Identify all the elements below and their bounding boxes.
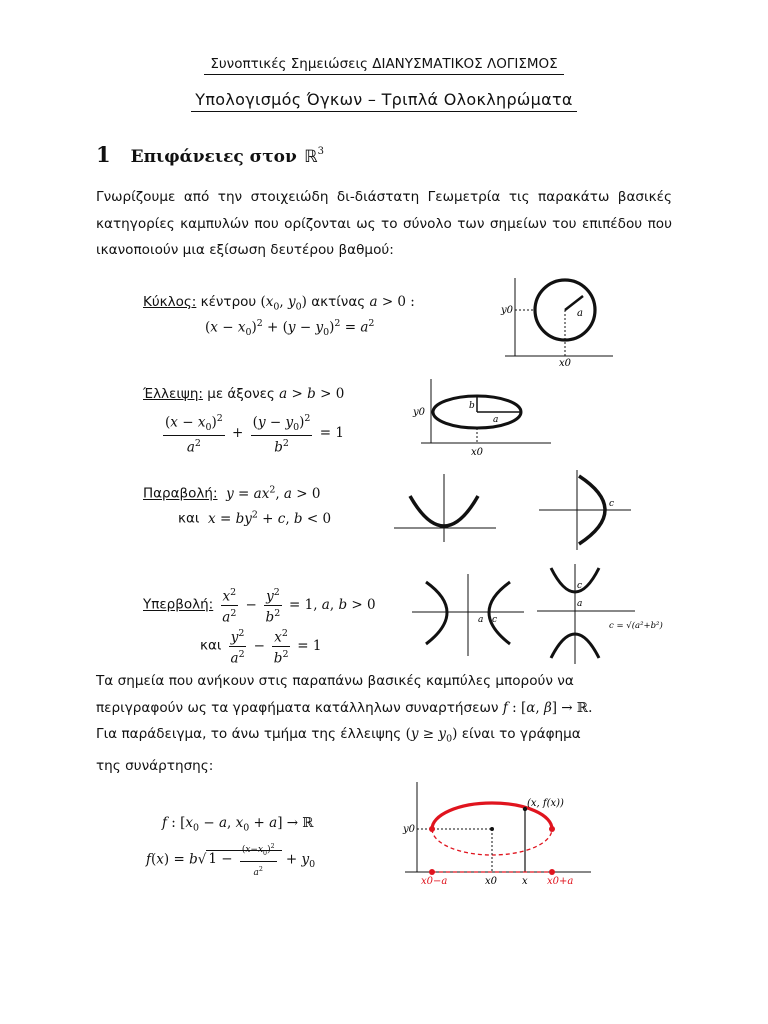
- function-domain: f : [$x_0 - a$, $x_0 + a$] → ℝ: [162, 815, 314, 834]
- section-heading: [96, 142, 324, 167]
- ellipse-label: Έλλειψη:: [143, 386, 203, 402]
- intro-paragraph: Γνωρίζουμε από την στοιχειώδη δι-διάστατη Γεωμετρία τις παρακάτω βασικές κατηγορίες καμπυλών που ορίζονται ως το σύνολο των σημείων του επιπέδου που ικανοποιούν μια εξίσωση δευτέρου βαθμού:: [96, 189, 672, 258]
- hyperbola-horizontal-figure: [408, 570, 528, 660]
- circle-radius-word: ακτίνας: [311, 294, 366, 310]
- ellipse-x0-label: x0: [471, 447, 484, 458]
- ellipse-definition: Έλλειψη: με άξονες a > b > 0: [143, 386, 345, 402]
- hyperbola-definition: Υπερβολή: $\frac{x^2}{a^2}$ − $\frac{y^2}{b^2}$ = 1, a, b > 0: [143, 587, 376, 625]
- circle-label: Κύκλος:: [143, 294, 197, 310]
- running-header: [0, 56, 768, 72]
- parabola-up-figure: [392, 470, 502, 550]
- parabola-left-figure: [535, 468, 635, 558]
- ellipse-b-label: b: [469, 401, 475, 411]
- para2-line2: περιγραφούν ως τα γραφήματα κατάλληλων συναρτήσεων f : [α, β] → ℝ.: [96, 699, 593, 716]
- function-formula: f(x) = b√ 1 − $\frac{(x-x_0)^2}{a^2}$ + $y_0$: [146, 839, 315, 881]
- hyperbola-label: Υπερβολή:: [143, 596, 214, 613]
- ellipse-a-label: a: [493, 415, 499, 425]
- ellipse-y0-label: y0: [413, 407, 426, 418]
- parabola-c-label: c: [609, 499, 615, 509]
- circle-x0-label: x0: [559, 358, 572, 369]
- circle-y0-label: y0: [501, 305, 514, 316]
- para2-line4: της συνάρτησης:: [96, 758, 214, 775]
- header-line2: Υπολογισμός Όγκων – Τριπλά Ολοκληρώματα: [191, 90, 576, 112]
- func-x0-plus-a: x0+a: [547, 876, 574, 887]
- func-point-label: (x, f(x)): [527, 798, 564, 809]
- parabola-second: και $x = by^2 + c$, b < 0: [178, 509, 332, 527]
- circle-definition: Κύκλος: κέντρου ($x_0$, $y_0$) ακτίνας a > 0 :: [143, 294, 415, 313]
- hyperbola-and: και: [200, 637, 222, 654]
- hyperbola-a-label: a: [478, 615, 484, 625]
- circle-desc: κέντρου: [200, 294, 257, 310]
- header-line1: Συνοπτικές Σημειώσεις ΔΙΑΝΥΣΜΑΤΙΚΟΣ ΛΟΓΙΣΜΟΣ: [204, 56, 563, 75]
- ellipse-desc: με άξονες: [207, 386, 275, 402]
- func-x0-minus-a: x0−a: [421, 876, 448, 887]
- ellipse-equation: $\frac{(x - x_0)^2}{a^2}$ + $\frac{(y - y_0)^2}{b^2}$ = 1: [165, 413, 344, 456]
- section-title: Επιφάνειες στον: [130, 147, 297, 167]
- parabola-and: και: [178, 510, 200, 527]
- parabola-label: Παραβολή:: [143, 485, 218, 502]
- hyperbola-c-formula: c = √(a²+b²): [609, 621, 663, 631]
- circle-a-label: a: [577, 308, 583, 319]
- circle-figure: [495, 272, 615, 372]
- section-exponent: 3: [317, 146, 324, 157]
- func-x0-label: x0: [485, 876, 498, 887]
- ellipse-function-figure: [395, 778, 595, 893]
- hyperbola-v-a-label: a: [577, 599, 583, 609]
- para2-line3: Για παράδειγμα, το άνω τμήμα της έλλειψης $(y \ge y_0)$ είναι το γράφημα: [96, 726, 581, 745]
- para2-line1: Τα σημεία που ανήκουν στις παραπάνω βασικές καμπύλες μπορούν να: [96, 673, 574, 689]
- circle-equation: $(x - x_0)^2 + (y - y_0)^2 = a^2$: [205, 318, 375, 339]
- hyperbola-c-label: c: [492, 615, 498, 625]
- section-number: 1: [96, 142, 111, 167]
- document-title: [0, 90, 768, 109]
- hyperbola-v-c-label: c: [577, 581, 583, 591]
- func-x-label: x: [522, 876, 528, 887]
- func-y0-label: y0: [403, 824, 416, 835]
- ellipse-figure: [405, 375, 555, 460]
- hyperbola-second: και $\frac{y^2}{a^2}$ − $\frac{x^2}{b^2}$ = 1: [200, 628, 322, 666]
- hyperbola-vertical-figure: [535, 562, 675, 668]
- parabola-definition: Παραβολή: $y = ax^2$, a > 0: [143, 484, 321, 502]
- section-symbol: ℝ: [304, 147, 318, 167]
- second-paragraph: [96, 668, 672, 780]
